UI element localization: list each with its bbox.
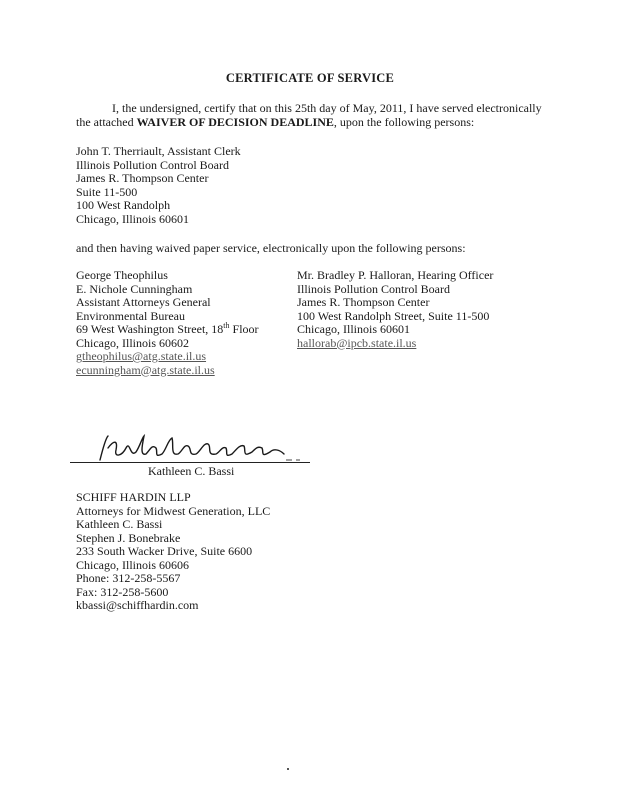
- address-line: Mr. Bradley P. Halloran, Hearing Officer: [297, 268, 494, 282]
- certification-line-2-start: the attached: [76, 114, 134, 129]
- address-line: Assistant Attorneys General: [76, 295, 211, 309]
- firm-line: Chicago, Illinois 60606: [76, 557, 189, 572]
- address-line: 100 West Randolph: [76, 198, 171, 212]
- street-floor: Floor: [229, 322, 259, 336]
- address-line: George Theophilus: [76, 268, 168, 282]
- signatory-name: Kathleen C. Bassi: [148, 464, 235, 478]
- email-link[interactable]: gtheophilus@atg.state.il.us: [76, 349, 207, 363]
- page-title: CERTIFICATE OF SERVICE: [225, 71, 395, 85]
- certification-line-2: [76, 116, 556, 130]
- address-line: Chicago, Illinois 60602: [76, 335, 189, 350]
- address-line: Illinois Pollution Control Board: [297, 281, 451, 296]
- scan-speck: [287, 768, 289, 770]
- email-link[interactable]: ecunningham@atg.state.il.us: [76, 362, 215, 377]
- certification-line-1: I, the undersigned, certify that on this 25th day of May, 2011, I have served electronically: [112, 101, 542, 115]
- street-address: 69 West Washington Street, 18: [76, 322, 224, 336]
- signature-line: [70, 462, 310, 463]
- certification-line-2-end: , upon the following persons:: [333, 114, 475, 129]
- signature-block: [70, 430, 320, 485]
- address-line: John T. Therriault, Assistant Clerk: [76, 144, 241, 158]
- firm-line: Fax: 312-258-5600: [76, 584, 169, 599]
- primary-recipient-address: [76, 145, 241, 226]
- address-line: Environmental Bureau: [76, 308, 185, 323]
- document-title-bold: WAIVER OF DECISION DEADLINE: [136, 114, 334, 129]
- street-address-line: [76, 323, 259, 337]
- firm-line: 233 South Wacker Drive, Suite 6600: [76, 544, 253, 558]
- ordinal-suffix: th: [223, 321, 230, 330]
- certification-paragraph: [76, 102, 556, 129]
- address-line: E. Nichole Cunningham: [76, 281, 193, 296]
- electronic-service-statement: and then having waived paper service, electronically upon the following persons:: [76, 241, 466, 255]
- firm-line: Stephen J. Bonebrake: [76, 530, 181, 545]
- address-line: Chicago, Illinois 60601: [76, 211, 189, 226]
- address-line: 100 West Randolph Street, Suite 11-500: [297, 308, 490, 323]
- address-line: Illinois Pollution Control Board: [76, 157, 230, 172]
- email-link[interactable]: hallorab@ipcb.state.il.us: [297, 335, 417, 350]
- firm-line: SCHIFF HARDIN LLP: [76, 490, 191, 504]
- address-line: James R. Thompson Center: [76, 171, 209, 185]
- right-recipient-address: [297, 269, 493, 350]
- firm-line: Attorneys for Midwest Generation, LLC: [76, 503, 271, 518]
- law-firm-signature-block: [76, 491, 270, 613]
- address-line: Chicago, Illinois 60601: [297, 322, 410, 336]
- address-line: Suite 11-500: [76, 184, 138, 199]
- firm-line: Phone: 312-258-5567: [76, 571, 181, 585]
- left-recipient-address: [76, 269, 259, 377]
- firm-line: Kathleen C. Bassi: [76, 517, 163, 531]
- firm-email: kbassi@schiffhardin.com: [76, 598, 199, 612]
- address-line: James R. Thompson Center: [297, 295, 430, 309]
